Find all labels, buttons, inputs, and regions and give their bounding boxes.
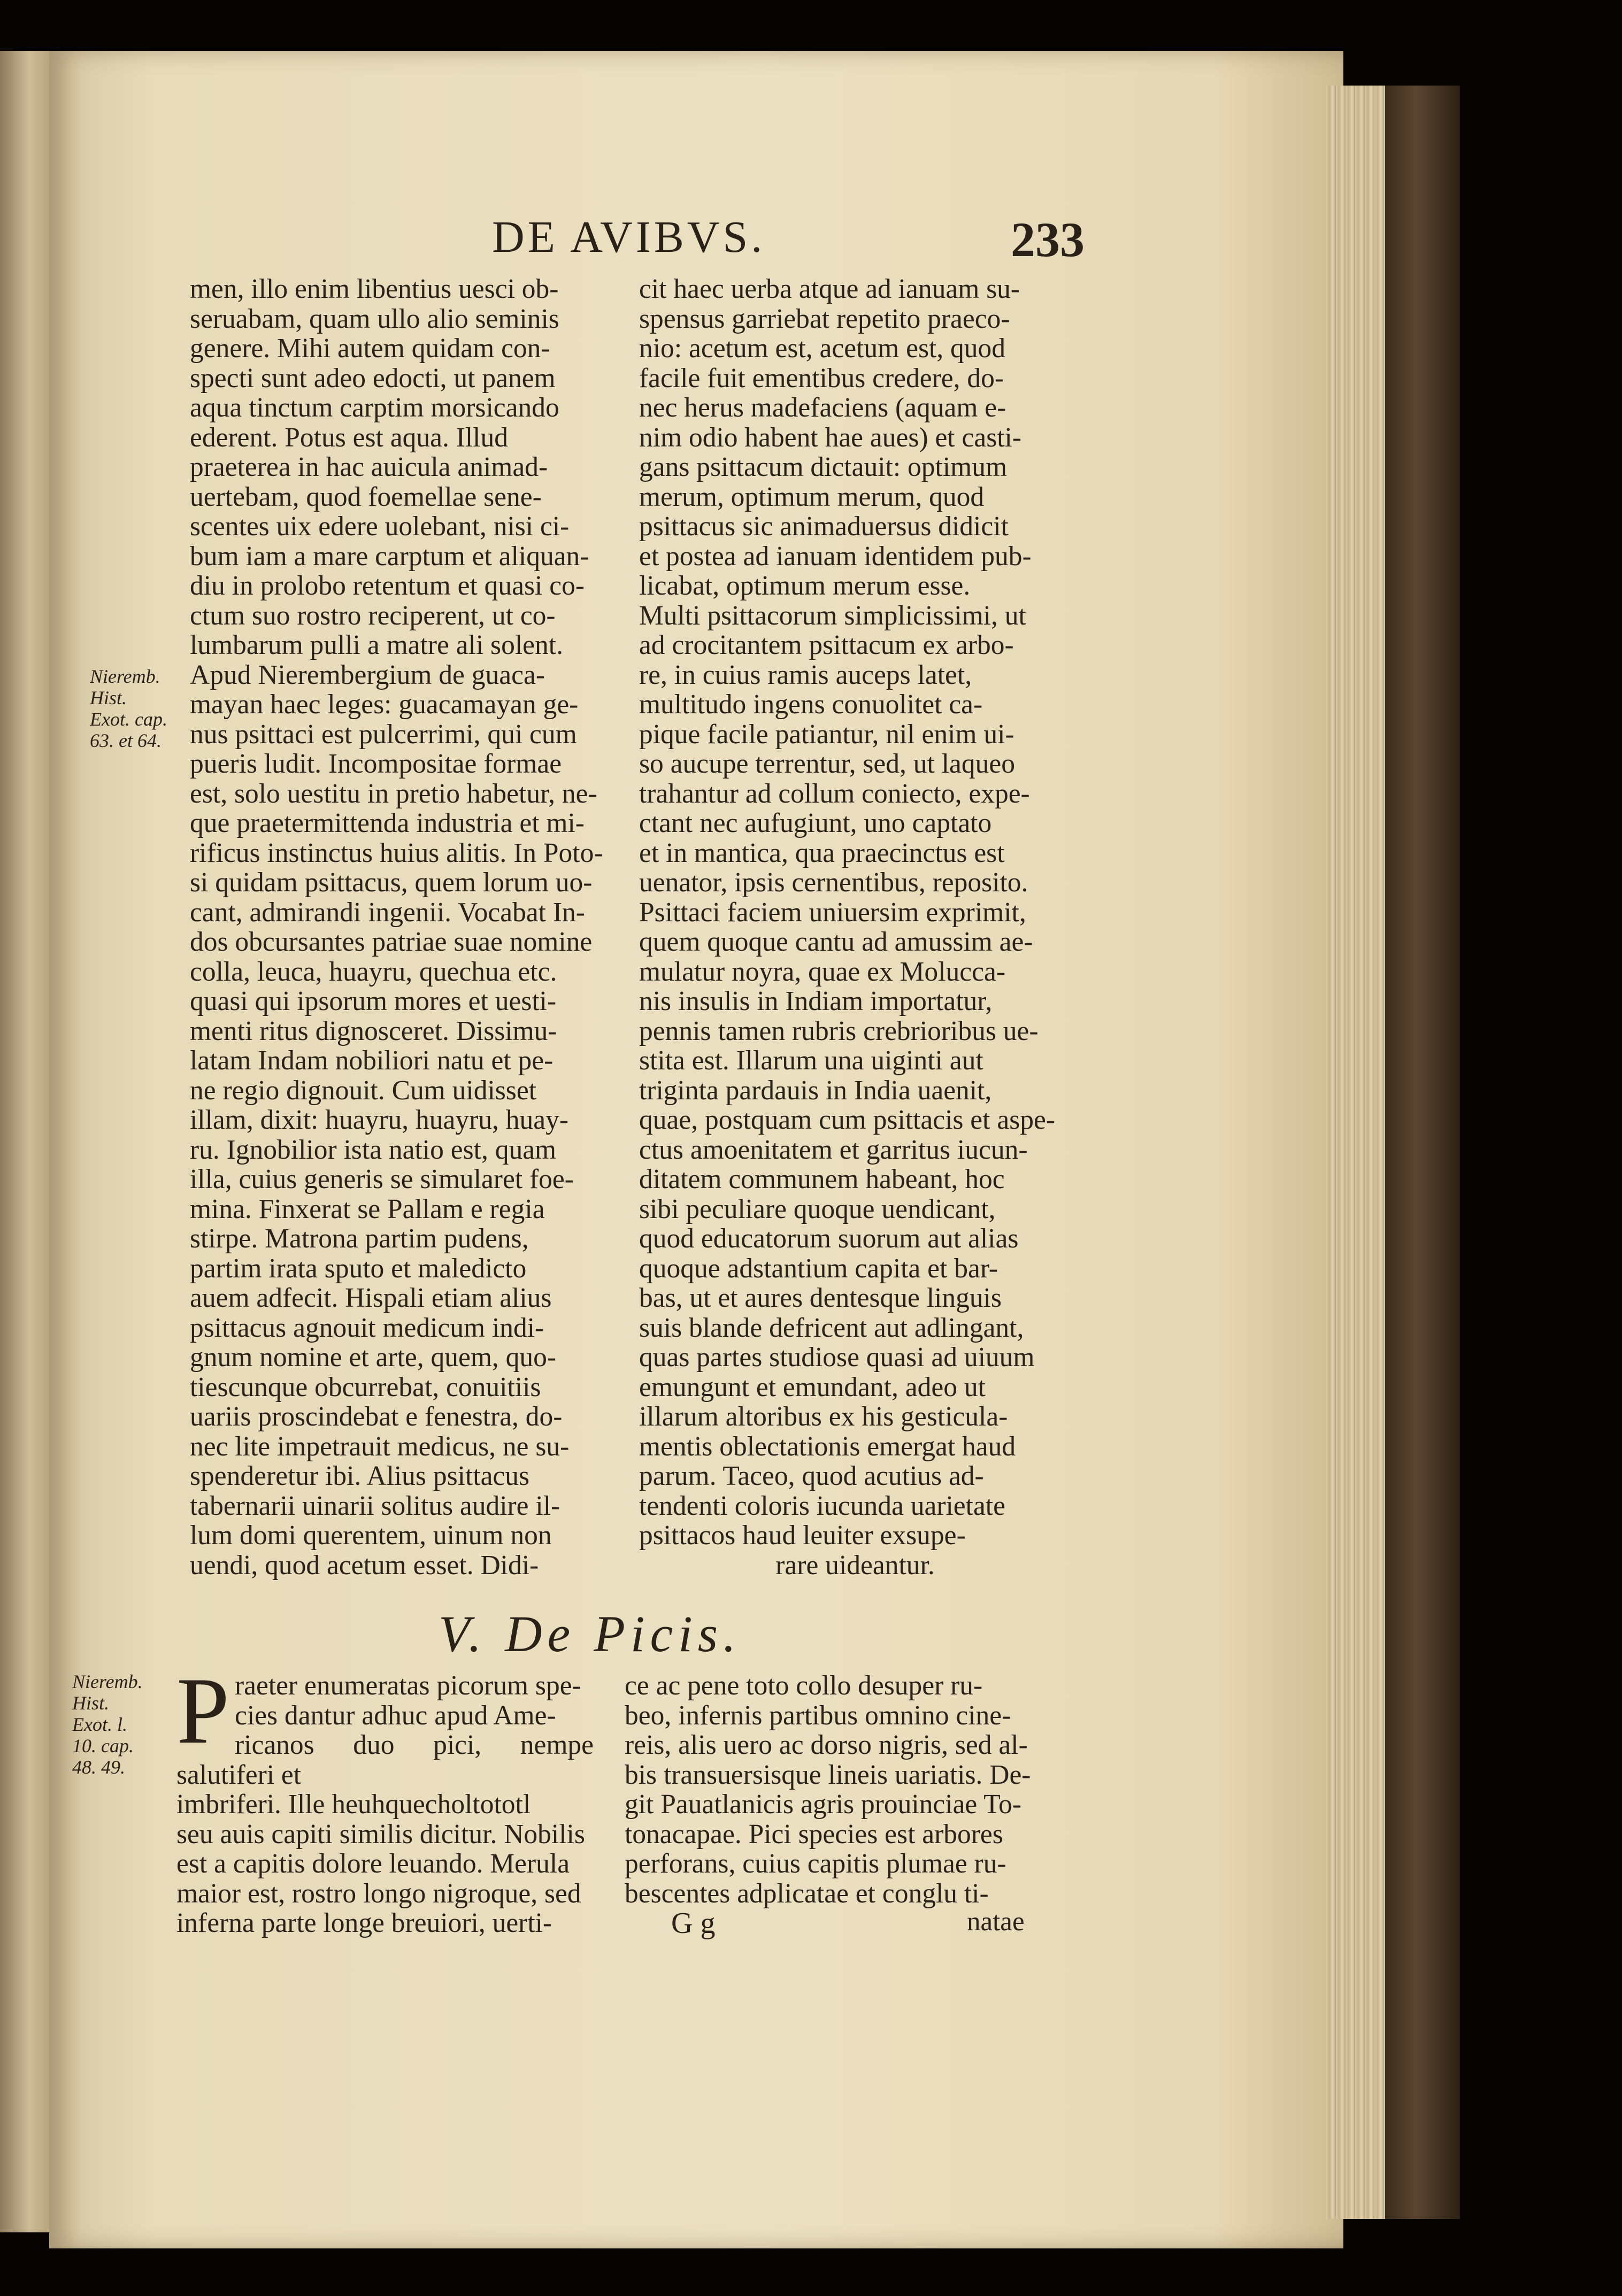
text-line: rificus instinctus huius alitis. In Poto- [190, 837, 603, 868]
text-line: uariis proscindebat e fenestra, do- [190, 1401, 563, 1432]
text-line: suis blande defricent aut adlingant, [639, 1312, 1024, 1343]
text-line: diu in prolobo retentum et quasi co- [190, 571, 585, 601]
text-line: seu auis capiti similis dicitur. Nobilis [176, 1819, 585, 1850]
page-block-edge [1326, 86, 1385, 2219]
text-line: quod educatorum suorum aut alias [639, 1223, 1019, 1254]
note-line: Hist. [90, 687, 127, 708]
catchword: natae [967, 1907, 1025, 1937]
section-heading: V. De Picis. [439, 1605, 742, 1662]
text-line: nis insulis in Indiam importatur, [639, 986, 993, 1016]
text-line: pique facile patiantur, nil enim ui- [639, 719, 1014, 750]
running-title: DE AVIBVS. [492, 212, 766, 262]
text-line: ad crocitantem psittacum ex arbo- [639, 630, 1014, 660]
text-line: ctum suo rostro reciperent, ut co- [190, 600, 556, 631]
text-line: quasi qui ipsorum mores et uesti- [190, 986, 557, 1016]
text-line: auem adfecit. Hispali etiam alius [190, 1283, 552, 1313]
text-line: genere. Mihi autem quidam con- [190, 333, 550, 364]
text-line: merum, optimum merum, quod [639, 481, 985, 512]
text-line: lum domi querentem, uinum non [190, 1520, 552, 1551]
text-line: ru. Ignobilior ista natio est, quam [190, 1134, 557, 1165]
text-line: multitudo ingens conuolitet ca- [639, 689, 983, 720]
text-line: git Pauatlanicis agris prouinciae To- [625, 1789, 1021, 1820]
note-line: Nieremb. [90, 666, 160, 687]
text-line: spenderetur ibi. Alius psittacus [190, 1461, 530, 1491]
text-line: lumbarum pulli a matre ali solent. [190, 630, 563, 660]
text-line: ne regio dignouit. Cum uidisset [190, 1075, 536, 1106]
text-line: bis transuersisque lineis uariatis. De- [625, 1759, 1031, 1790]
text-line: latam Indam nobiliori natu et pe- [190, 1045, 554, 1076]
text-line: cies dantur adhuc apud Ame- [235, 1700, 556, 1731]
text-line: reis, alis uero ac dorso nigris, sed al- [625, 1730, 1028, 1760]
text-line: quas partes studiose quasi ad uiuum [639, 1342, 1035, 1373]
text-line: uenator, ipsis cernentibus, reposito. [639, 867, 1028, 898]
text-line: so aucupe terrentur, sed, ut laqueo [639, 749, 1015, 779]
text-line: raeter enumeratas picorum spe- [235, 1670, 581, 1701]
text-line: mayan haec leges: guacamayan ge- [190, 689, 579, 720]
marginal-note [90, 666, 183, 751]
text-line: nim odio habent hae aues) et casti- [639, 422, 1022, 453]
text-line: menti ritus dignosceret. Dissimu- [190, 1015, 557, 1046]
text-line: psittacos haud leuiter exsupe- [639, 1520, 966, 1551]
text-line: uendi, quod acetum esset. Didi- [190, 1550, 539, 1581]
text-line: ederent. Potus est aqua. Illud [190, 422, 508, 453]
text-line: pennis tamen rubris crebrioribus ue- [639, 1015, 1039, 1046]
note-line: Nieremb. [72, 1671, 143, 1692]
text-line: Multi psittacorum simplicissimi, ut [639, 600, 1026, 631]
text-line: uertebam, quod foemellae sene- [190, 481, 542, 512]
text-line: imbriferi. Ille heuhquecholtototl [176, 1789, 531, 1820]
text-line: est a capitis dolore leuando. Merula [176, 1848, 570, 1879]
note-line: 63. et 64. [90, 730, 162, 751]
text-line: et postea ad ianuam identidem pub- [639, 541, 1032, 572]
note-line: 10. cap. [72, 1735, 134, 1756]
text-line: beo, infernis partibus omnino cine- [625, 1700, 1011, 1731]
text-line: cant, admirandi ingenii. Vocabat In- [190, 897, 585, 928]
text-line: bescentes adplicatae et conglu ti- [625, 1878, 989, 1909]
text-line: quae, postquam cum psittacis et aspe- [639, 1105, 1056, 1135]
text-line: mina. Finxerat se Pallam e regia [190, 1193, 545, 1224]
text-line: tonacapae. Pici species est arbores [625, 1819, 1003, 1850]
note-line: Hist. [72, 1692, 110, 1714]
text-line: ditatem communem habeant, hoc [639, 1164, 1005, 1195]
text-line: illarum altoribus ex his gesticula- [639, 1401, 1008, 1432]
text-line: stita est. Illarum una uiginti aut [639, 1045, 983, 1076]
text-line: et in mantica, qua praecinctus est [639, 837, 1005, 868]
text-line: mentis oblectationis emergat haud [639, 1431, 1016, 1462]
text-line: tabernarii uinarii solitus audire il- [190, 1490, 560, 1521]
text-line: est, solo uestitu in pretio habetur, ne- [190, 778, 597, 809]
text-line: ce ac pene toto collo desuper ru- [625, 1670, 983, 1701]
text-line: illam, dixit: huayru, huayru, huay- [190, 1105, 568, 1135]
text-line: Psittaci faciem uniuersim exprimit, [639, 897, 1026, 928]
facing-page-edge [0, 51, 49, 2232]
text-line: inferna parte longe breuiori, uerti- [176, 1908, 552, 1938]
text-line: gans psittacum dictauit: optimum [639, 452, 1008, 482]
text-line: licabat, optimum merum esse. [639, 571, 971, 601]
drop-cap: P [176, 1658, 229, 1763]
text-line: illa, cuius generis se simularet foe- [190, 1164, 574, 1195]
text-line: nec lite impetrauit medicus, ne su- [190, 1431, 570, 1462]
text-line: mulatur noyra, quae ex Molucca- [639, 956, 1005, 987]
text-line: specti sunt adeo edocti, ut panem [190, 363, 556, 394]
text-column-left-section [176, 1658, 594, 1938]
text-line: re, in cuius ramis auceps latet, [639, 659, 972, 690]
text-line: bas, ut et aures dentesque linguis [639, 1283, 1002, 1313]
text-line: quoque adstantium capita et bar- [639, 1253, 998, 1284]
note-line: Exot. cap. [90, 708, 167, 730]
text-line: aqua tinctum carptim morsicando [190, 392, 559, 423]
text-line: bum iam a mare carptum et aliquan- [190, 541, 589, 572]
text-column-left [190, 274, 618, 1580]
text-line: scentes uix edere uolebant, nisi ci- [190, 511, 570, 542]
book-cover-edge [1385, 86, 1460, 2219]
page-number: 233 [1011, 212, 1085, 267]
text-line: quem quoque cantu ad amussim ae- [639, 927, 1033, 957]
text-line: praeterea in hac auicula animad- [190, 452, 548, 482]
text-line: perforans, cuius capitis plumae ru- [625, 1848, 1006, 1879]
text-column-right [639, 274, 1071, 1580]
page-header [0, 211, 1622, 275]
text-line: seruabam, quam ullo alio seminis [190, 303, 559, 334]
text-line: sibi peculiare quoque uendicant, [639, 1193, 996, 1224]
text-line-final: rare uideantur. [775, 1550, 935, 1581]
text-line: nec herus madefaciens (aquam e- [639, 392, 1006, 423]
text-column-right-section [625, 1671, 1052, 1908]
text-line: Apud Nierembergium de guaca- [190, 659, 545, 690]
text-line: triginta pardauis in India uaenit, [639, 1075, 992, 1106]
text-line: stirpe. Matrona partim pudens, [190, 1223, 529, 1254]
text-line: ricanos duo pici, nempe salutiferi et [176, 1730, 594, 1790]
text-line: si quidam psittacus, quem lorum uo- [190, 867, 593, 898]
text-line: tiescunque obcurrebat, conuitiis [190, 1372, 541, 1403]
text-line: dos obcursantes patriae suae nomine [190, 927, 593, 957]
text-line: psittacus sic animaduersus didicit [639, 511, 1009, 542]
text-line: tendenti coloris iucunda uarietate [639, 1490, 1005, 1521]
marginal-note [72, 1671, 179, 1778]
note-line: Exot. l. [72, 1714, 127, 1735]
text-line: trahantur ad collum coniecto, expe- [639, 778, 1030, 809]
text-line: psittacus agnouit medicum indi- [190, 1312, 544, 1343]
text-line: pueris ludit. Incompositae formae [190, 749, 562, 779]
text-line: gnum nomine et arte, quem, quo- [190, 1342, 557, 1373]
text-line: que praetermittenda industria et mi- [190, 808, 585, 838]
text-line: nus psittaci est pulcerrimi, qui cum [190, 719, 577, 750]
text-line: cit haec uerba atque ad ianuam su- [639, 274, 1020, 304]
text-line: ctant nec aufugiunt, uno captato [639, 808, 992, 838]
text-line: partim irata sputo et maledicto [190, 1253, 527, 1284]
text-line: maior est, rostro longo nigroque, sed [176, 1878, 581, 1909]
text-line: ctus amoenitatem et garritus iucun- [639, 1134, 1028, 1165]
text-line: men, illo enim libentius uesci ob- [190, 274, 559, 304]
text-line: parum. Taceo, quod acutius ad- [639, 1461, 984, 1491]
text-line: emungunt et emundant, adeo ut [639, 1372, 986, 1403]
text-line: spensus garriebat repetito praeco- [639, 303, 1010, 334]
text-line: facile fuit ementibus credere, do- [639, 363, 1004, 394]
text-line: nio: acetum est, acetum est, quod [639, 333, 1006, 364]
note-line: 48. 49. [72, 1756, 125, 1778]
signature-mark: G g [671, 1907, 716, 1940]
text-line: colla, leuca, huayru, quechua etc. [190, 956, 557, 987]
